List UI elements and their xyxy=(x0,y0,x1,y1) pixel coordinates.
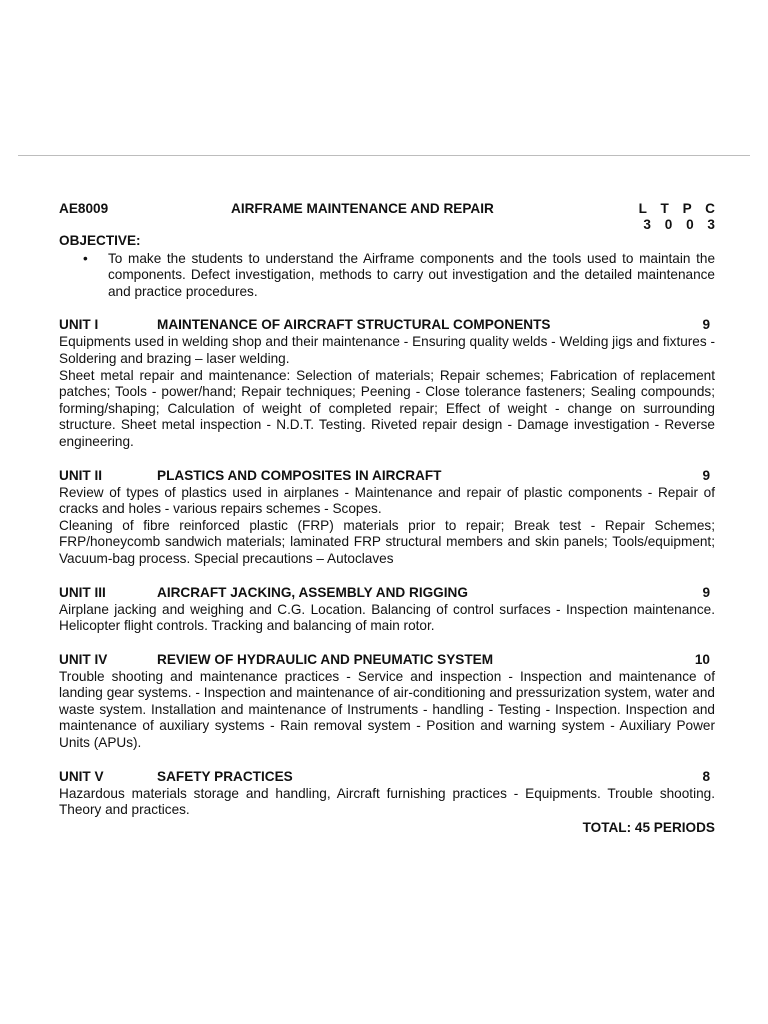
total-periods: TOTAL: 45 PERIODS xyxy=(582,819,715,835)
syllabus-document xyxy=(59,200,720,836)
objective-heading: OBJECTIVE: xyxy=(59,233,141,248)
unit-section xyxy=(59,468,715,568)
unit-paragraph: Review of types of plastics used in airplanes - Maintenance and repair of plastic components - Repair of cracks and holes - various repairs schemes - Scopes. xyxy=(59,484,715,517)
unit-section xyxy=(59,652,715,752)
unit-hours: 9 xyxy=(702,467,710,483)
course-title: AIRFRAME MAINTENANCE AND REPAIR xyxy=(231,201,494,216)
bullet-icon: • xyxy=(83,250,88,266)
unit-paragraph: Sheet metal repair and maintenance: Selection of materials; Repair schemes; Fabrication of replacement patches; Tools - power/hand; Repair techniques; Peening - Close tolerance fasteners; Sealing compounds; forming/shaping; Calculation of weight of completed repair; Effect of weight - change on surrounding structure. Sheet metal inspection - N.D.T. Testing. Riveted repair design - Damage investigation - Reverse engineering. xyxy=(59,367,715,449)
unit-paragraph: Equipments used in welding shop and their maintenance - Ensuring quality welds - Welding jigs and fixtures - Soldering and brazing – laser welding. xyxy=(59,334,715,366)
unit-number: UNIT II xyxy=(59,467,103,483)
objective-item xyxy=(59,251,715,301)
unit-title: REVIEW OF HYDRAULIC AND PNEUMATIC SYSTEM xyxy=(157,651,494,667)
ltpc-block xyxy=(639,201,720,233)
objective-text: To make the students to understand the Airframe components and the tools used to maintain the components. Defect investigation, methods to carry out investigation and the detailed maintenance and practice procedures. xyxy=(108,250,715,299)
objective-list xyxy=(59,251,715,301)
course-header xyxy=(59,200,720,233)
unit-hours: 8 xyxy=(702,768,710,784)
ltpc-values: 3 0 0 3 xyxy=(643,217,720,232)
course-code: AE8009 xyxy=(59,201,109,216)
unit-paragraph: Trouble shooting and maintenance practices - Service and inspection - Inspection and maintenance of landing gear systems. - Inspection and maintenance of air-conditioning and pressurization system, water and waste system. Installation and maintenance of Instruments - handling - Testing - Inspection. Inspection and maintenance of auxiliary systems - Rain removal system - Position and warning system - Auxiliary Power Units (APUs). xyxy=(59,668,715,751)
unit-title: AIRCRAFT JACKING, ASSEMBLY AND RIGGING xyxy=(157,584,468,600)
unit-number: UNIT IV xyxy=(59,651,108,667)
unit-paragraph: Cleaning of fibre reinforced plastic (FRP) materials prior to repair; Break test - Repair Schemes; FRP/honeycomb sandwich materials; laminated FRP structural members and skin panels; Tools/equipment; Vacuum-bag process. Special precautions – Autoclaves xyxy=(59,517,715,566)
unit-number: UNIT I xyxy=(59,317,99,333)
unit-hours: 10 xyxy=(694,651,710,667)
unit-title: SAFETY PRACTICES xyxy=(157,768,293,784)
unit-section xyxy=(59,585,715,635)
unit-hours: 9 xyxy=(702,584,710,600)
units-section xyxy=(59,317,715,818)
unit-number: UNIT III xyxy=(59,584,106,600)
unit-header xyxy=(59,468,715,485)
unit-header xyxy=(59,585,715,602)
unit-header xyxy=(59,652,715,669)
unit-title: MAINTENANCE OF AIRCRAFT STRUCTURAL COMPONENTS xyxy=(157,317,551,333)
page-divider xyxy=(18,155,750,156)
unit-number: UNIT V xyxy=(59,768,104,784)
unit-header xyxy=(59,769,715,786)
unit-section xyxy=(59,317,715,450)
unit-paragraph: Hazardous materials storage and handling, Aircraft furnishing practices - Equipments. Trouble shooting. Theory and practices. xyxy=(59,785,715,818)
unit-section xyxy=(59,769,715,819)
ltpc-labels: L T P C xyxy=(638,201,720,216)
unit-hours: 9 xyxy=(702,317,710,333)
unit-title: PLASTICS AND COMPOSITES IN AIRCRAFT xyxy=(157,467,442,483)
unit-header xyxy=(59,317,715,334)
unit-paragraph: Airplane jacking and weighing and C.G. Location. Balancing of control surfaces - Inspection maintenance. Helicopter flight controls. Tracking and balancing of main rotor. xyxy=(59,601,715,634)
